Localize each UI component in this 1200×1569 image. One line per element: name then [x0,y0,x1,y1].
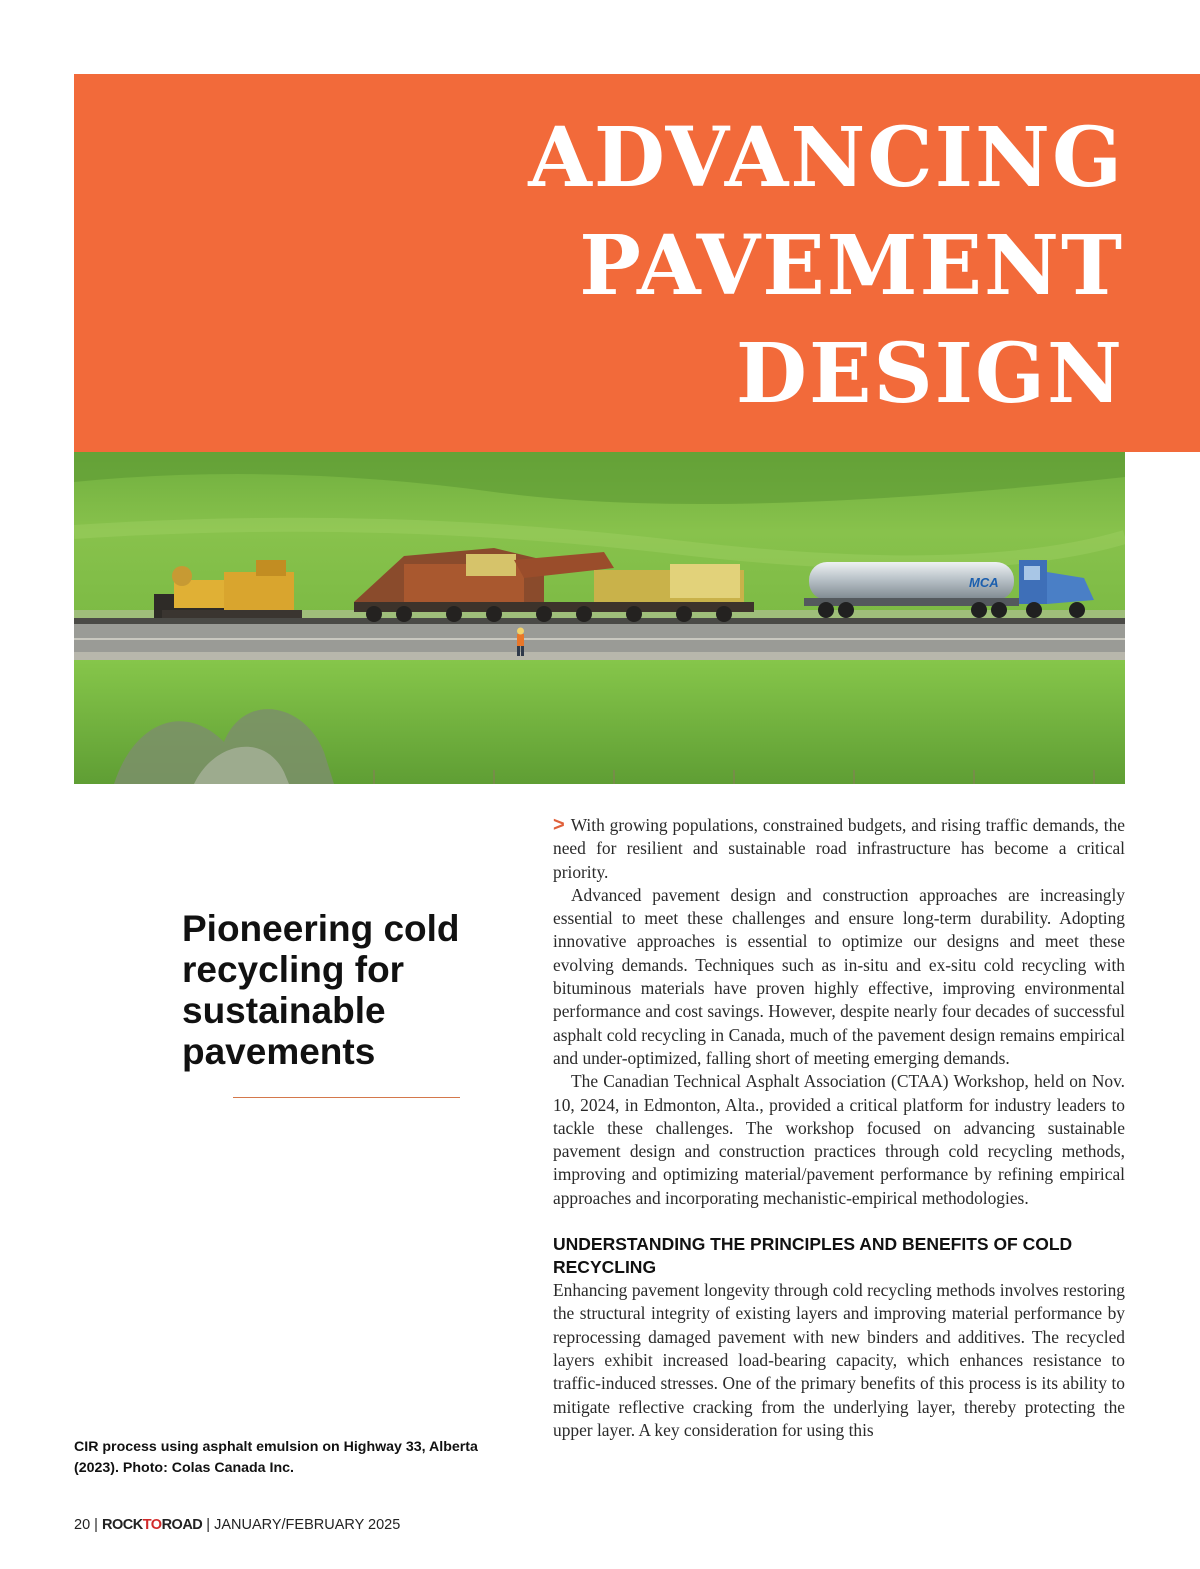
cold-recycling-train-illustration [74,452,1125,784]
title-banner [74,74,1200,452]
article-body [553,814,1125,1442]
body-paragraph: Advanced pavement design and construction approaches are increasingly essential to meet these challenges and ensure long-term durability. Adopting innovative approaches is essential to optimize our designs and meet these evolving demands. Techniques such as in-situ and ex-situ cold recycling with bituminous materials have proven highly effective, improving environmental performance and cost savings. However, despite nearly four decades of successful asphalt cold recycling in Canada, much of the pavement design remains empirical and under-optimized, falling short of meeting emerging demands. [553,884,1125,1068]
magazine-brand [102,1517,202,1533]
issue-date: JANUARY/FEBRUARY 2025 [214,1517,401,1533]
section-paragraph: Enhancing pavement longevity through cold recycling methods involves restoring the structural integrity of existing layers and improving material performance by reprocessing damaged pavement with new binders and additives. The recycled layers exhibit increased load-bearing capacity, which enhances resistance to traffic-induced stresses. One of the primary benefits of this process is its ability to mitigate reflective cracking from the underlying layer, thereby protecting the upper layer. A key consideration for using this [553,1280,1125,1440]
lead-marker: > [553,814,565,836]
deck-divider [233,1097,460,1098]
article-title [528,104,1124,428]
article-deck: Pioneering cold recycling for sustainable pavements [182,908,460,1072]
body-paragraph: The Canadian Technical Asphalt Association (CTAA) Workshop, held on Nov. 10, 2024, in Edmonton, Alta., provided a critical platform for industry leaders to tackle these challenges. The workshop focused on advancing sustainable pavement design and construction practices through cold recycling methods, improving and optimizing material/pavement performance by refining empirical approaches and incorporating mechanistic-empirical methodologies. [553,1071,1125,1208]
lead-paragraph [553,814,1125,884]
title-line-1: ADVANCING [528,110,1124,206]
footer-separator: | [94,1517,98,1533]
footer-separator: | [206,1517,211,1533]
page-number: 20 [74,1517,91,1533]
brand-road: ROAD [161,1517,203,1533]
section-subhead: UNDERSTANDING THE PRINCIPLES AND BENEFITS OF COLD RECYCLING [553,1234,1073,1278]
truck-logo: MCA [969,575,999,590]
title-line-3: DESIGN [735,326,1124,422]
brand-to: TO [142,1517,162,1533]
page-footer [74,1517,400,1533]
title-line-2: PAVEMENT [579,218,1124,314]
lead-paragraph-text: With growing populations, constrained budgets, and rising traffic demands, the need for resilient and sustainable road infrastructure has become a critical priority. [553,815,1125,882]
brand-rock: ROCK [101,1517,143,1533]
photo-caption: CIR process using asphalt emulsion on Highway 33, Alberta (2023). Photo: Colas Canada Inc. [74,1439,478,1476]
hero-photo [74,452,1125,784]
